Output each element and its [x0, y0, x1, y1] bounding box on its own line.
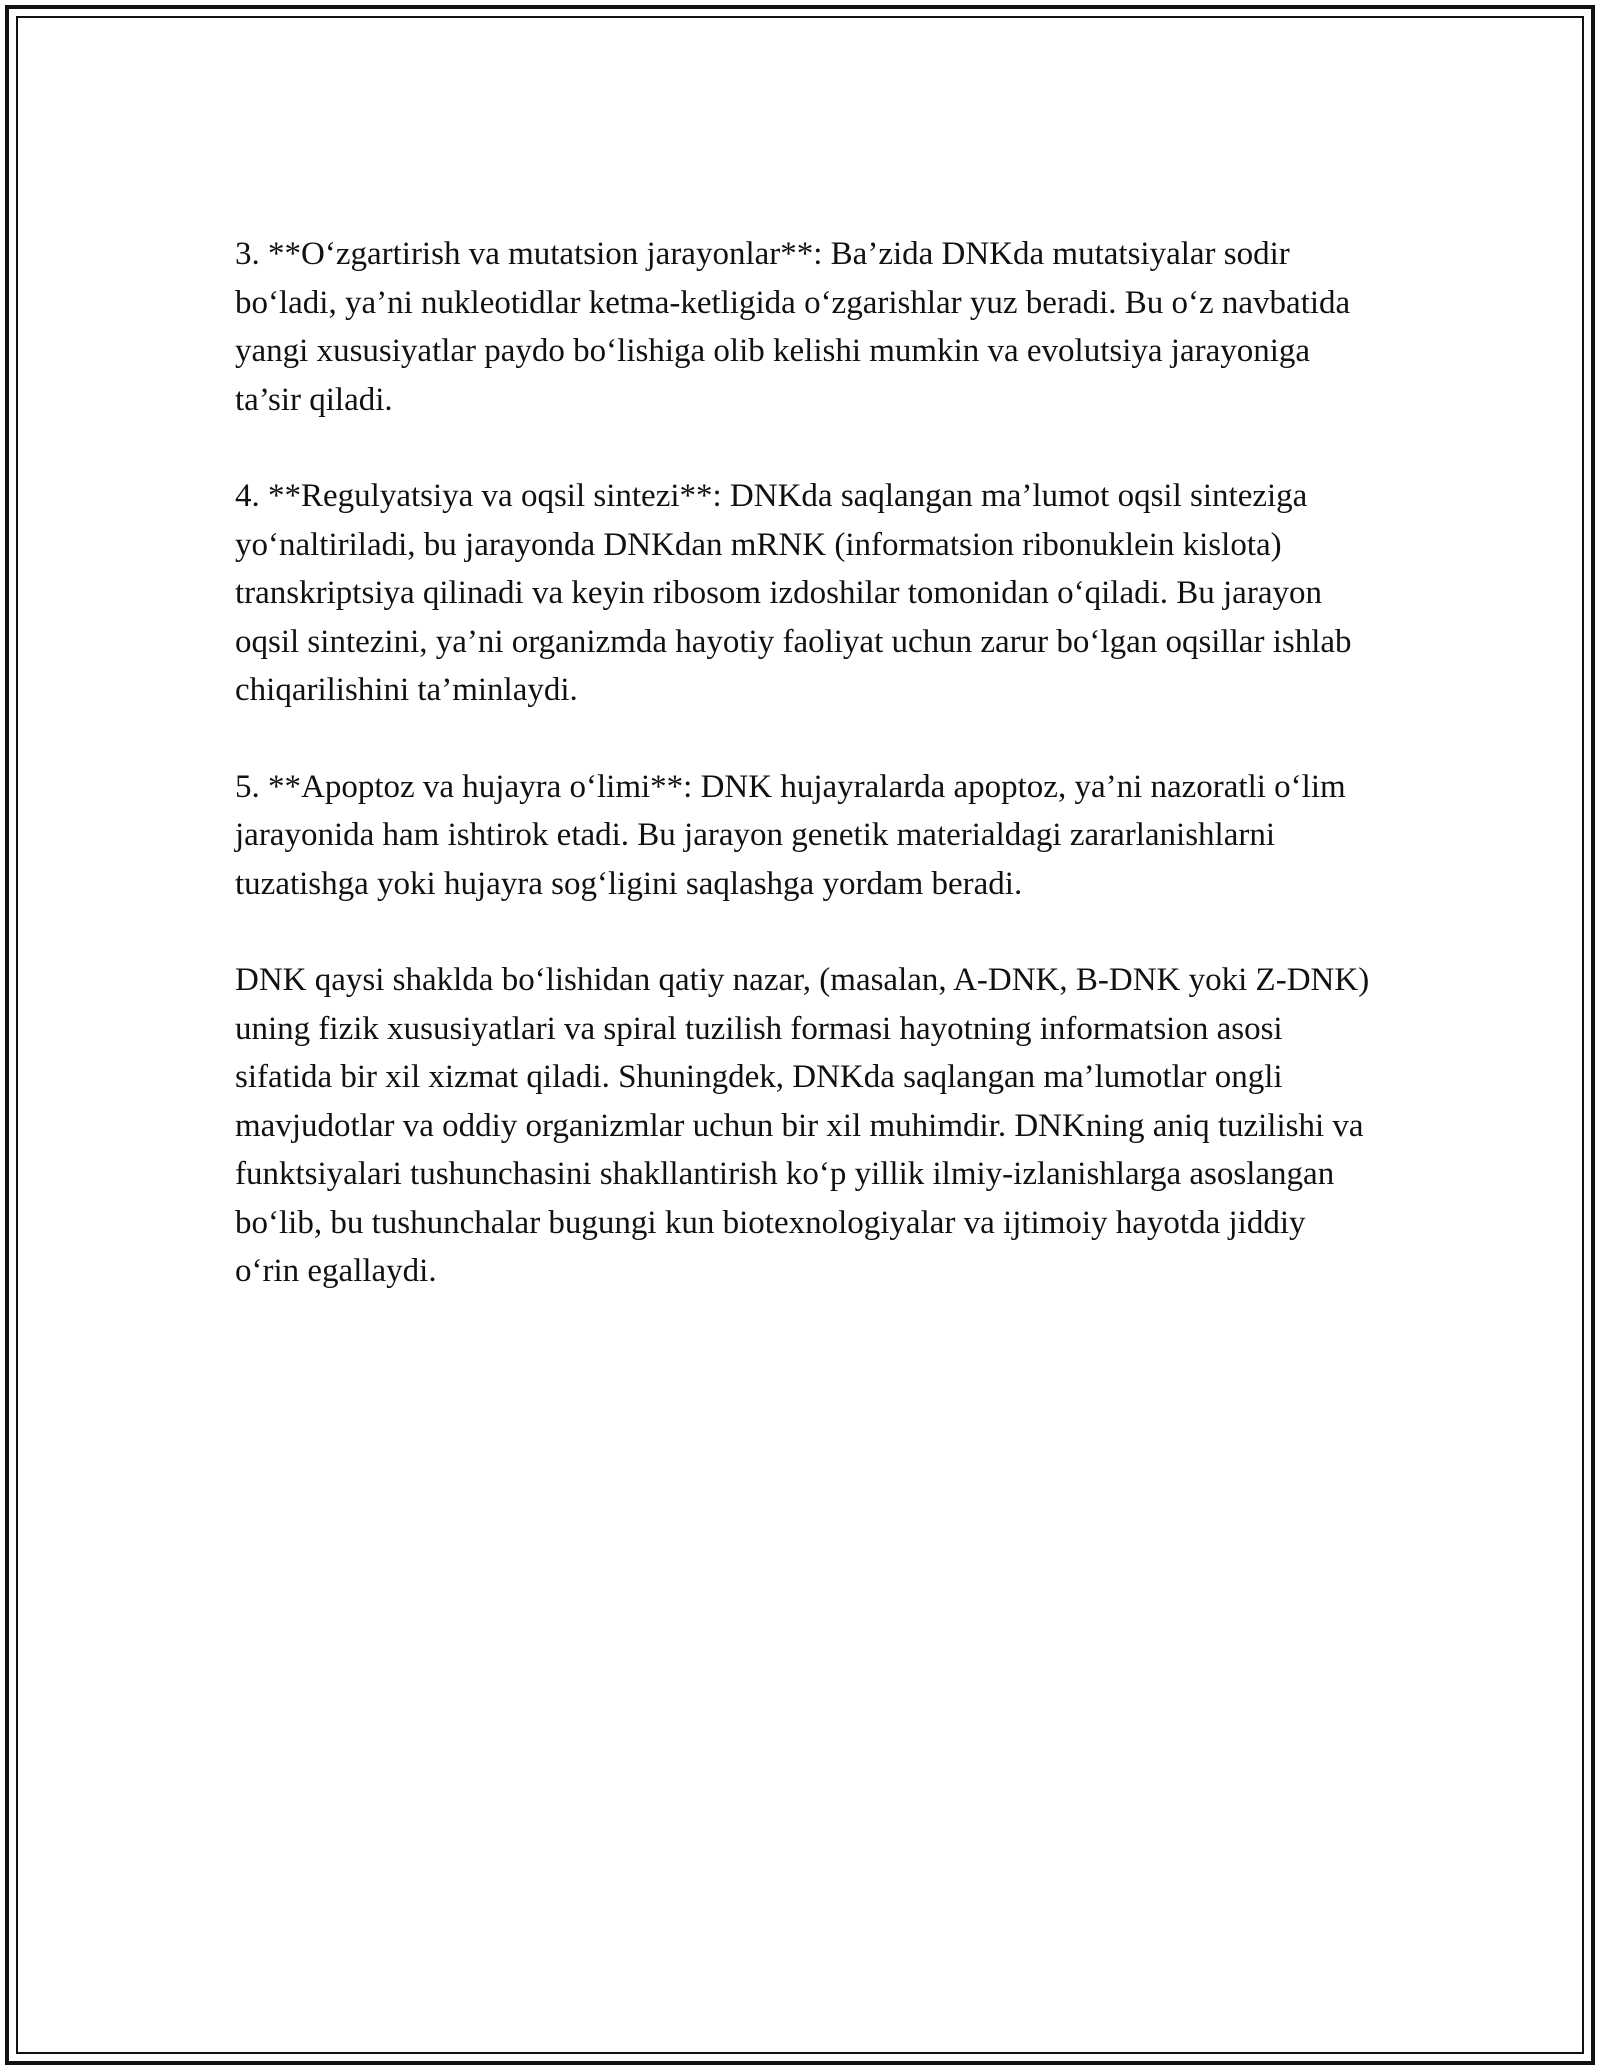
paragraph-apoptosis: 5. **Apoptoz va hujayra o‘limi**: DNK hujayralarda apoptoz, ya’ni nazoratli o‘lim jarayonida ham ishtirok etadi. Bu jarayon genetik materialdagi zararlanishlarni tuzatishga yoki hujayra sog‘ligini saqlashga yordam beradi. — [235, 768, 1346, 902]
paragraph-conclusion: DNK qaysi shaklda bo‘lishidan qatiy nazar, (masalan, A-DNK, B-DNK yoki Z-DNK) uning fizik xususiyatlari va spiral tuzilish formasi hayotning informatsion asosi sifatida bir xil xizmat qiladi. Shuningdek, DNKda saqlangan ma’lumotlar ongli mavjudotlar va oddiy organizmlar uchun bir xil muhimdir. DNKning aniq tuzilishi va funktsiyalari tushunchasini shakllantirish ko‘p yillik ilmiy-izlanishlarga asoslangan bo‘lib, bu tushunchalar bugungi kun biotexnologiyalar va ijtimoiy hayotda jiddiy o‘rin egallaydi. — [235, 962, 1370, 1289]
paragraph-regulation: 4. **Regulyatsiya va oqsil sintezi**: DNKda saqlangan ma’lumot oqsil sinteziga yo‘naltiriladi, bu jarayonda DNKdan mRNK (informatsion ribonuklein kislota) transkriptsiya qilinadi va keyin ribosom izdoshilar tomonidan o‘qiladi. Bu jarayon oqsil sintezini, ya’ni organizmda hayotiy faoliyat uchun zarur bo‘lgan oqsillar ishlab chiqarilishini ta’minlaydi. — [235, 478, 1352, 708]
document-body — [235, 230, 1375, 1296]
paragraph-mutations: 3. **O‘zgartirish va mutatsion jarayonlar**: Ba’zida DNKda mutatsiyalar sodir bo‘ladi, ya’ni nukleotidlar ketma-ketligida o‘zgarishlar yuz beradi. Bu o‘z navbatida yangi xususiyatlar paydo bo‘lishiga olib kelishi mumkin va evolutsiya jarayoniga ta’sir qiladi. — [235, 236, 1351, 418]
